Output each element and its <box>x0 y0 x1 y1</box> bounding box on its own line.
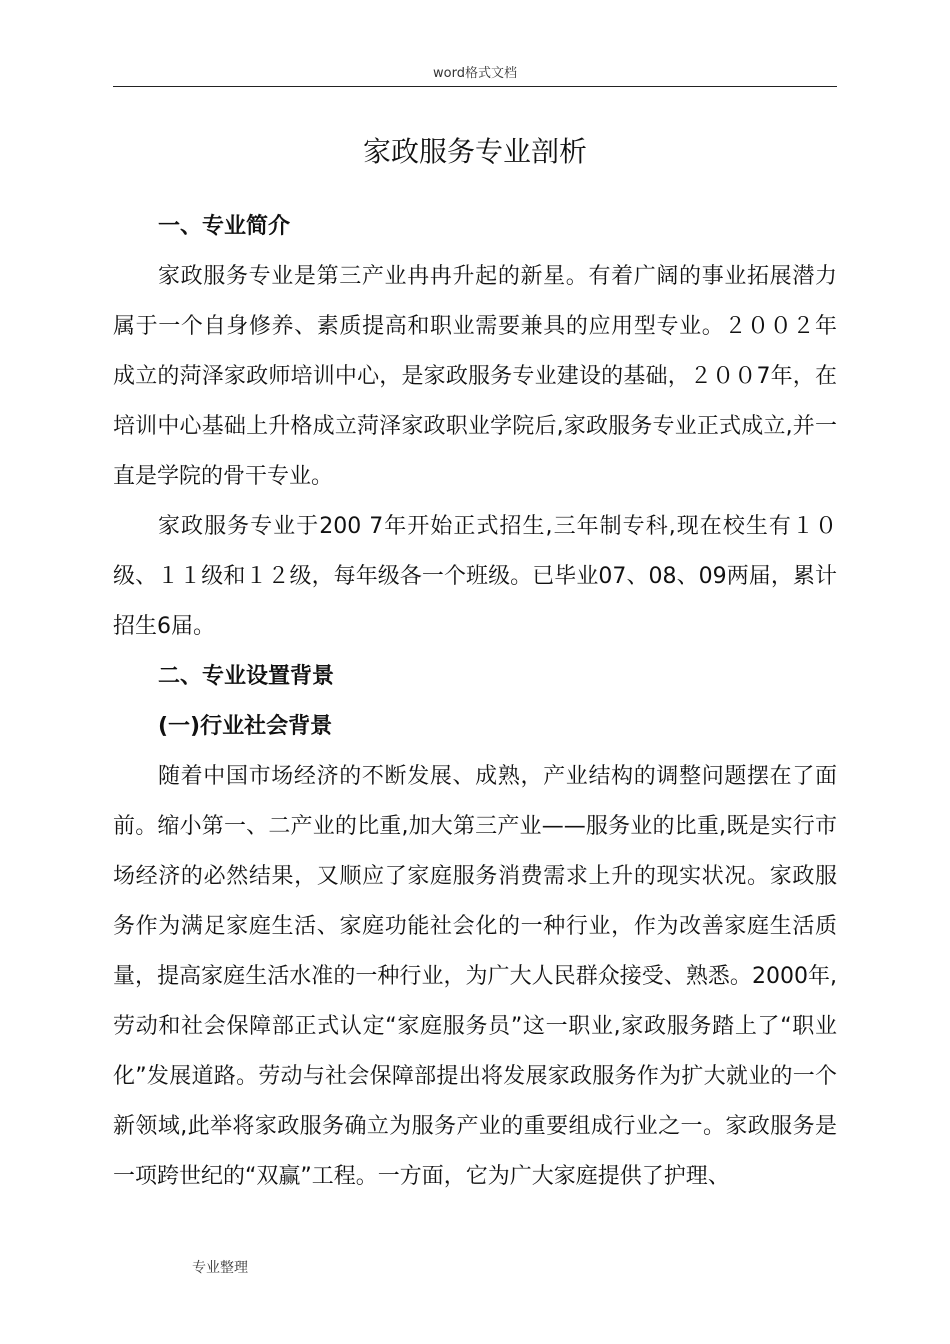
paragraph-intro-1: 家政服务专业是第三产业冉冉升起的新星。有着广阔的事业拓展潜力属于一个自身修养、素质提高和职业需要兼具的应用型专业。２００２年成立的菏泽家政师培训中心，是家政服务专业建设的基础，２００7年，在培训中心基础上升格成立菏泽家政职业学院后,家政服务专业正式成立,并一直是学院的骨干专业。 <box>113 264 837 489</box>
header-text: word格式文档 <box>433 66 517 81</box>
section-heading-background: 二、专业设置背景 <box>158 664 335 689</box>
document-title: 家政服务专业剖析 <box>362 135 587 168</box>
section-heading-intro: 一、专业简介 <box>158 214 291 239</box>
document-body <box>113 202 837 1202</box>
page-header <box>113 62 837 87</box>
footer-text: 专业整理 <box>192 1260 248 1276</box>
page-footer <box>192 1258 248 1278</box>
paragraph-intro-2: 家政服务专业于200 7年开始正式招生,三年制专科,现在校生有１０级、１１级和１２级，每年级各一个班级。已毕业07、08、09两届，累计招生6届。 <box>113 514 837 639</box>
paragraph-industry-1: 随着中国市场经济的不断发展、成熟，产业结构的调整问题摆在了面前。缩小第一、二产业的比重,加大第三产业——服务业的比重,既是实行市场经济的必然结果，又顺应了家庭服务消费需求上升的现实状况。家政服务作为满足家庭生活、家庭功能社会化的一种行业，作为改善家庭生活质量，提高家庭生活水准的一种行业，为广大人民群众接受、熟悉。2000年,劳动和社会保障部正式认定“家庭服务员”这一职业,家政服务踏上了“职业化”发展道路。劳动与社会保障部提出将发展家政服务作为扩大就业的一个新领域,此举将家政服务确立为服务产业的重要组成行业之一。家政服务是一项跨世纪的“双赢”工程。一方面，它为广大家庭提供了护理、 <box>113 764 837 1189</box>
subsection-heading-industry: (一)行业社会背景 <box>158 714 333 739</box>
